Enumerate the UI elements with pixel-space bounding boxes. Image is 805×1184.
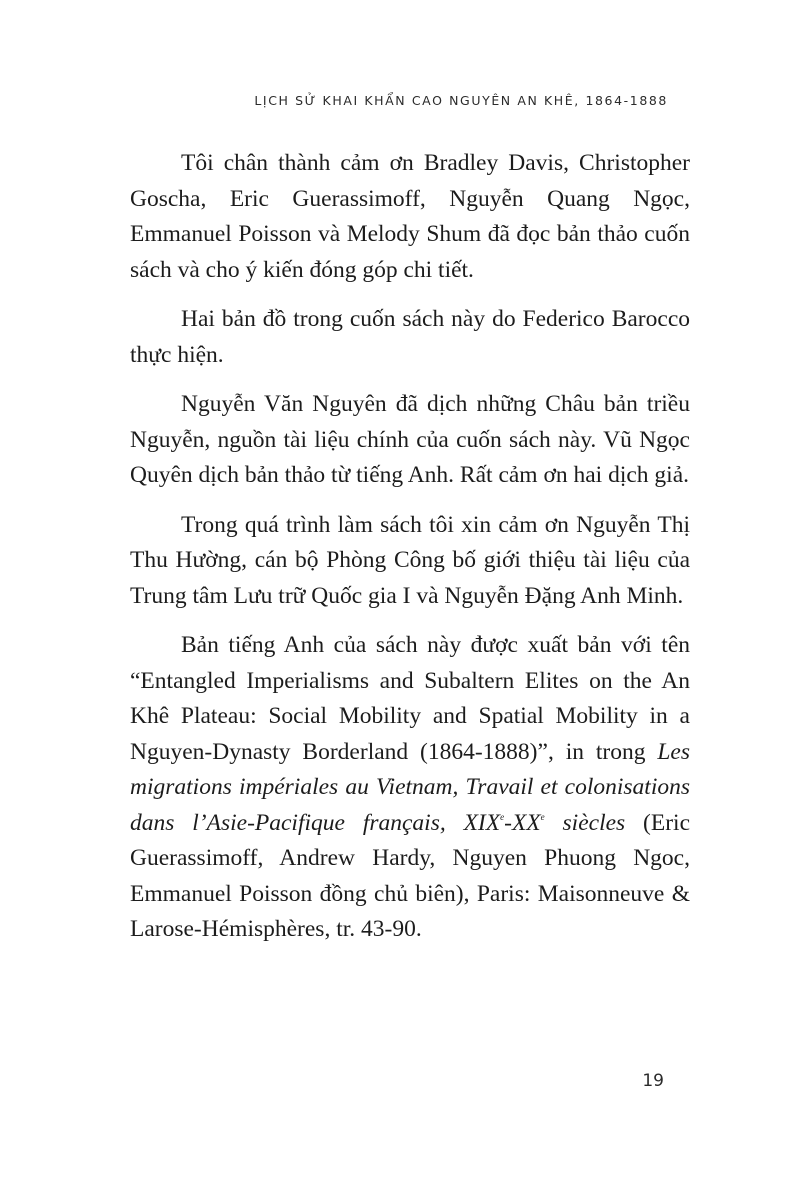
paragraph-acknowledgement-archives: Trong quá trình làm sách tôi xin cảm ơn Nguyễn Thị Thu Hường, cán bộ Phòng Công bố giới thiệu tài liệu của Trung tâm Lưu trữ Quốc gia I và Nguyễn Đặng Anh Minh. [130, 511, 690, 609]
page-number: 19 [642, 1071, 664, 1091]
citation-details: (Eric Guerassimoff, Andrew Hardy, Nguyen Phuong Ngoc, Emmanuel Poisson đồng chủ biên), Paris: Maisonneuve & Larose-Hémisphères, tr. 43-90. [130, 809, 691, 942]
paragraph-acknowledgement-readers: Tôi chân thành cảm ơn Bradley Davis, Christopher Goscha, Eric Guerassimoff, Nguyễn Quang Ngọc, Emmanuel Poisson và Melody Shum đã đọc bản thảo cuốn sách và cho ý kiến đóng góp chi tiết. [130, 150, 690, 283]
paragraph-acknowledgement-maps: Hai bản đồ trong cuốn sách này do Federico Barocco thực hiện. [130, 306, 690, 368]
superscript-e-2: e [540, 811, 545, 822]
body-text [130, 146, 690, 962]
paragraph-english-edition [130, 628, 690, 948]
english-edition-intro: Bản tiếng Anh của sách này được xuất bản với tên “Entangled Imperialisms and Subaltern Elites on the An Khê Plateau: Social Mobility and Spatial Mobility in a Nguyen-Dynasty Borderland (1864-1888)”, in trong [130, 632, 690, 765]
book-title-part2: -XX [504, 809, 541, 836]
book-title-part1: Les migrations impériales au Vietnam, Travail et colonisations dans l’Asie-Pacifique français, XIX [130, 738, 690, 836]
paragraph-acknowledgement-translators: Nguyễn Văn Nguyên đã dịch những Châu bản triều Nguyễn, nguồn tài liệu chính của cuốn sách này. Vũ Ngọc Quyên dịch bản thảo từ tiếng Anh. Rất cảm ơn hai dịch giả. [130, 391, 690, 488]
superscript-e-1: e [500, 811, 505, 822]
running-header: LỊCH SỬ KHAI KHẨN CAO NGUYÊN AN KHÊ, 1864-1888 [254, 93, 668, 108]
book-title-part3: siècles [544, 809, 626, 836]
